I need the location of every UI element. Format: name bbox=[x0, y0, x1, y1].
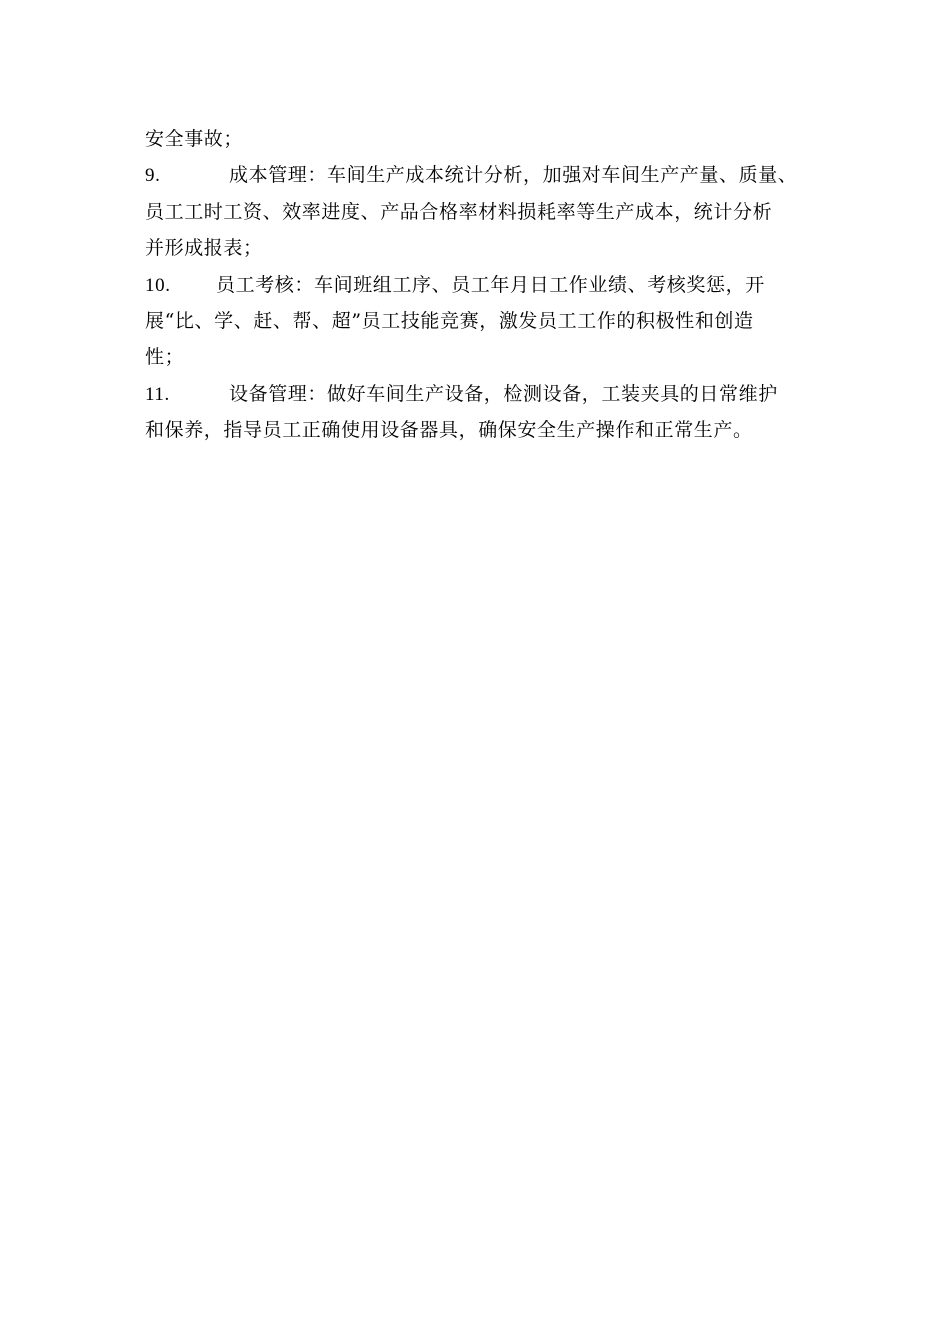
line-text: 成本管理：车间生产成本统计分析，加强对车间生产产量、质量、 bbox=[229, 164, 798, 187]
document-body bbox=[145, 121, 807, 449]
list-item-9 bbox=[145, 157, 807, 193]
text-line bbox=[145, 339, 807, 375]
text-line bbox=[145, 303, 807, 339]
list-item-11 bbox=[145, 376, 807, 412]
line-text: 安全事故； bbox=[145, 128, 244, 150]
line-text: 并形成报表； bbox=[145, 237, 263, 260]
line-text: 设备管理：做好车间生产设备，检测设备，工装夹具的日常维护 bbox=[229, 382, 778, 405]
text-line bbox=[145, 230, 807, 266]
line-text: 员工考核：车间班组工序、员工年月日工作业绩、考核奖惩，开 bbox=[216, 273, 765, 296]
text-line bbox=[145, 412, 807, 448]
text-line bbox=[145, 121, 807, 157]
list-number: 9. bbox=[145, 165, 161, 187]
line-text: 和保养，指导员工正确使用设备器具，确保安全生产操作和正常生产。 bbox=[145, 419, 753, 442]
line-text: 展“比、学、赶、帮、超”员工技能竞赛，激发员工工作的积极性和创造 bbox=[145, 309, 754, 332]
list-number: 10. bbox=[145, 274, 171, 296]
list-number: 11. bbox=[145, 383, 170, 405]
text-line bbox=[145, 194, 807, 230]
line-text: 性； bbox=[145, 346, 185, 369]
list-item-10 bbox=[145, 267, 807, 303]
line-text: 员工工时工资、效率进度、产品合格率材料损耗率等生产成本，统计分析 bbox=[145, 200, 773, 223]
